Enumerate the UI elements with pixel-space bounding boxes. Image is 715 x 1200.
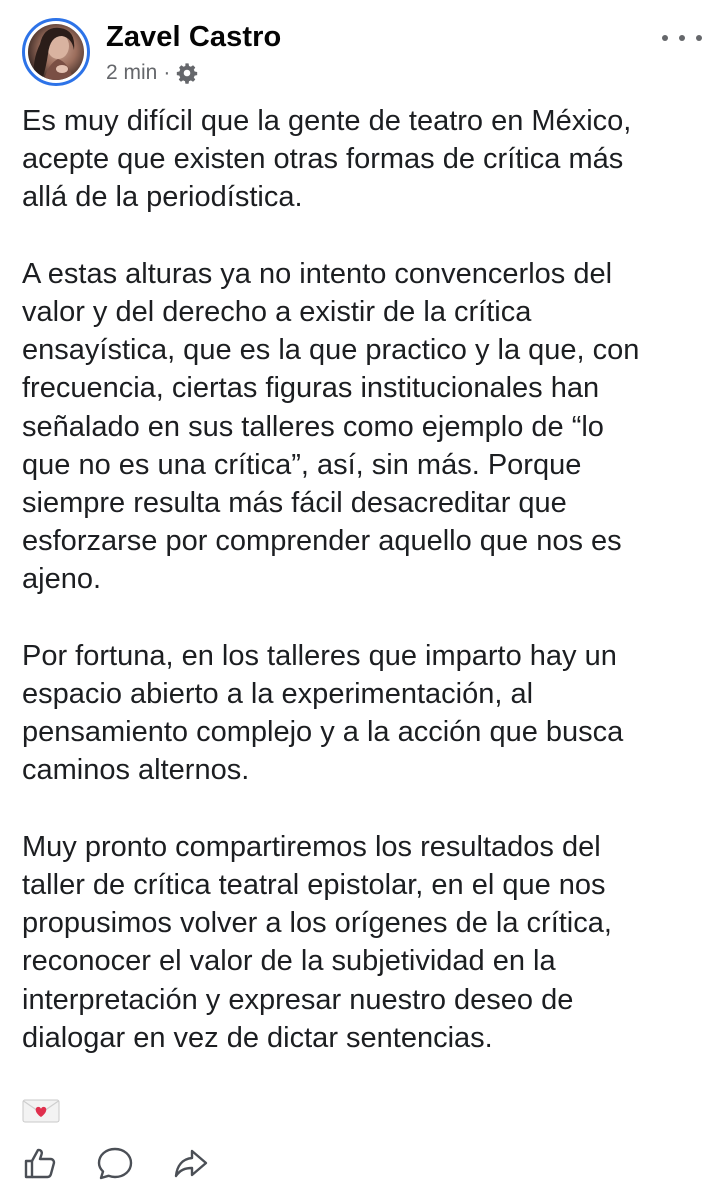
share-icon[interactable] [172,1145,212,1185]
text-line: A estas alturas ya no intento convencerlos del [22,257,613,290]
more-dot [679,35,685,41]
text-line: siempre resulta más fácil desacreditar que [22,487,567,520]
more-dot [662,35,668,41]
text-line: propusimos volver a los orígenes de la crítica, [22,907,612,940]
love-letter-icon [22,1098,60,1124]
text-line: frecuencia, ciertas figuras institucionales han [22,372,600,405]
text-line: allá de la periodística. [22,181,303,214]
paragraph-1 [22,102,702,217]
avatar[interactable] [22,18,90,86]
post-body [22,102,702,1095]
paragraph-2 [22,255,702,599]
text-line: ajeno. [22,563,102,596]
post-meta [106,61,198,85]
post-header [22,18,702,88]
more-horizontal-icon[interactable] [662,30,702,46]
text-line: reconocer el valor de la subjetividad en la [22,945,556,978]
comment-icon[interactable] [96,1145,136,1185]
text-line: caminos alternos. [22,754,250,787]
timestamp[interactable]: 2 min [106,61,158,84]
text-line: Es muy difícil que la gente de teatro en México, [22,105,632,137]
text-line: interpretación y expresar nuestro deseo de [22,983,574,1016]
text-line: que no es una crítica”, así, sin más. Porque [22,448,582,481]
text-line: acepte que existen otras formas de crítica más [22,143,624,176]
avatar-image [28,24,84,80]
text-line: espacio abierto a la experimentación, al [22,678,534,711]
text-line: valor y del derecho a existir de la crítica [22,296,532,328]
text-line: Por fortuna, en los talleres que imparto hay un [22,639,617,672]
text-line: señalado en sus talleres como ejemplo de “lo [22,410,604,443]
paragraph-4 [22,828,702,1057]
meta-separator: · [163,61,171,84]
text-line: dialogar en vez de dictar sentencias. [22,1021,493,1054]
text-line: Muy pronto compartiremos los resultados del [22,830,601,863]
more-dot [696,35,702,41]
text-line: taller de crítica teatral epistolar, en el que nos [22,869,606,902]
author-name[interactable]: Zavel Castro [106,21,282,53]
text-line: ensayística, que es la que practico y la que, con [22,334,640,367]
gear-icon [176,62,198,84]
paragraph-3 [22,637,702,790]
post-actions [22,1145,222,1185]
text-line: pensamiento complejo y a la acción que busca [22,716,624,749]
like-icon[interactable] [22,1145,62,1185]
text-line: esforzarse por comprender aquello que nos es [22,525,622,558]
